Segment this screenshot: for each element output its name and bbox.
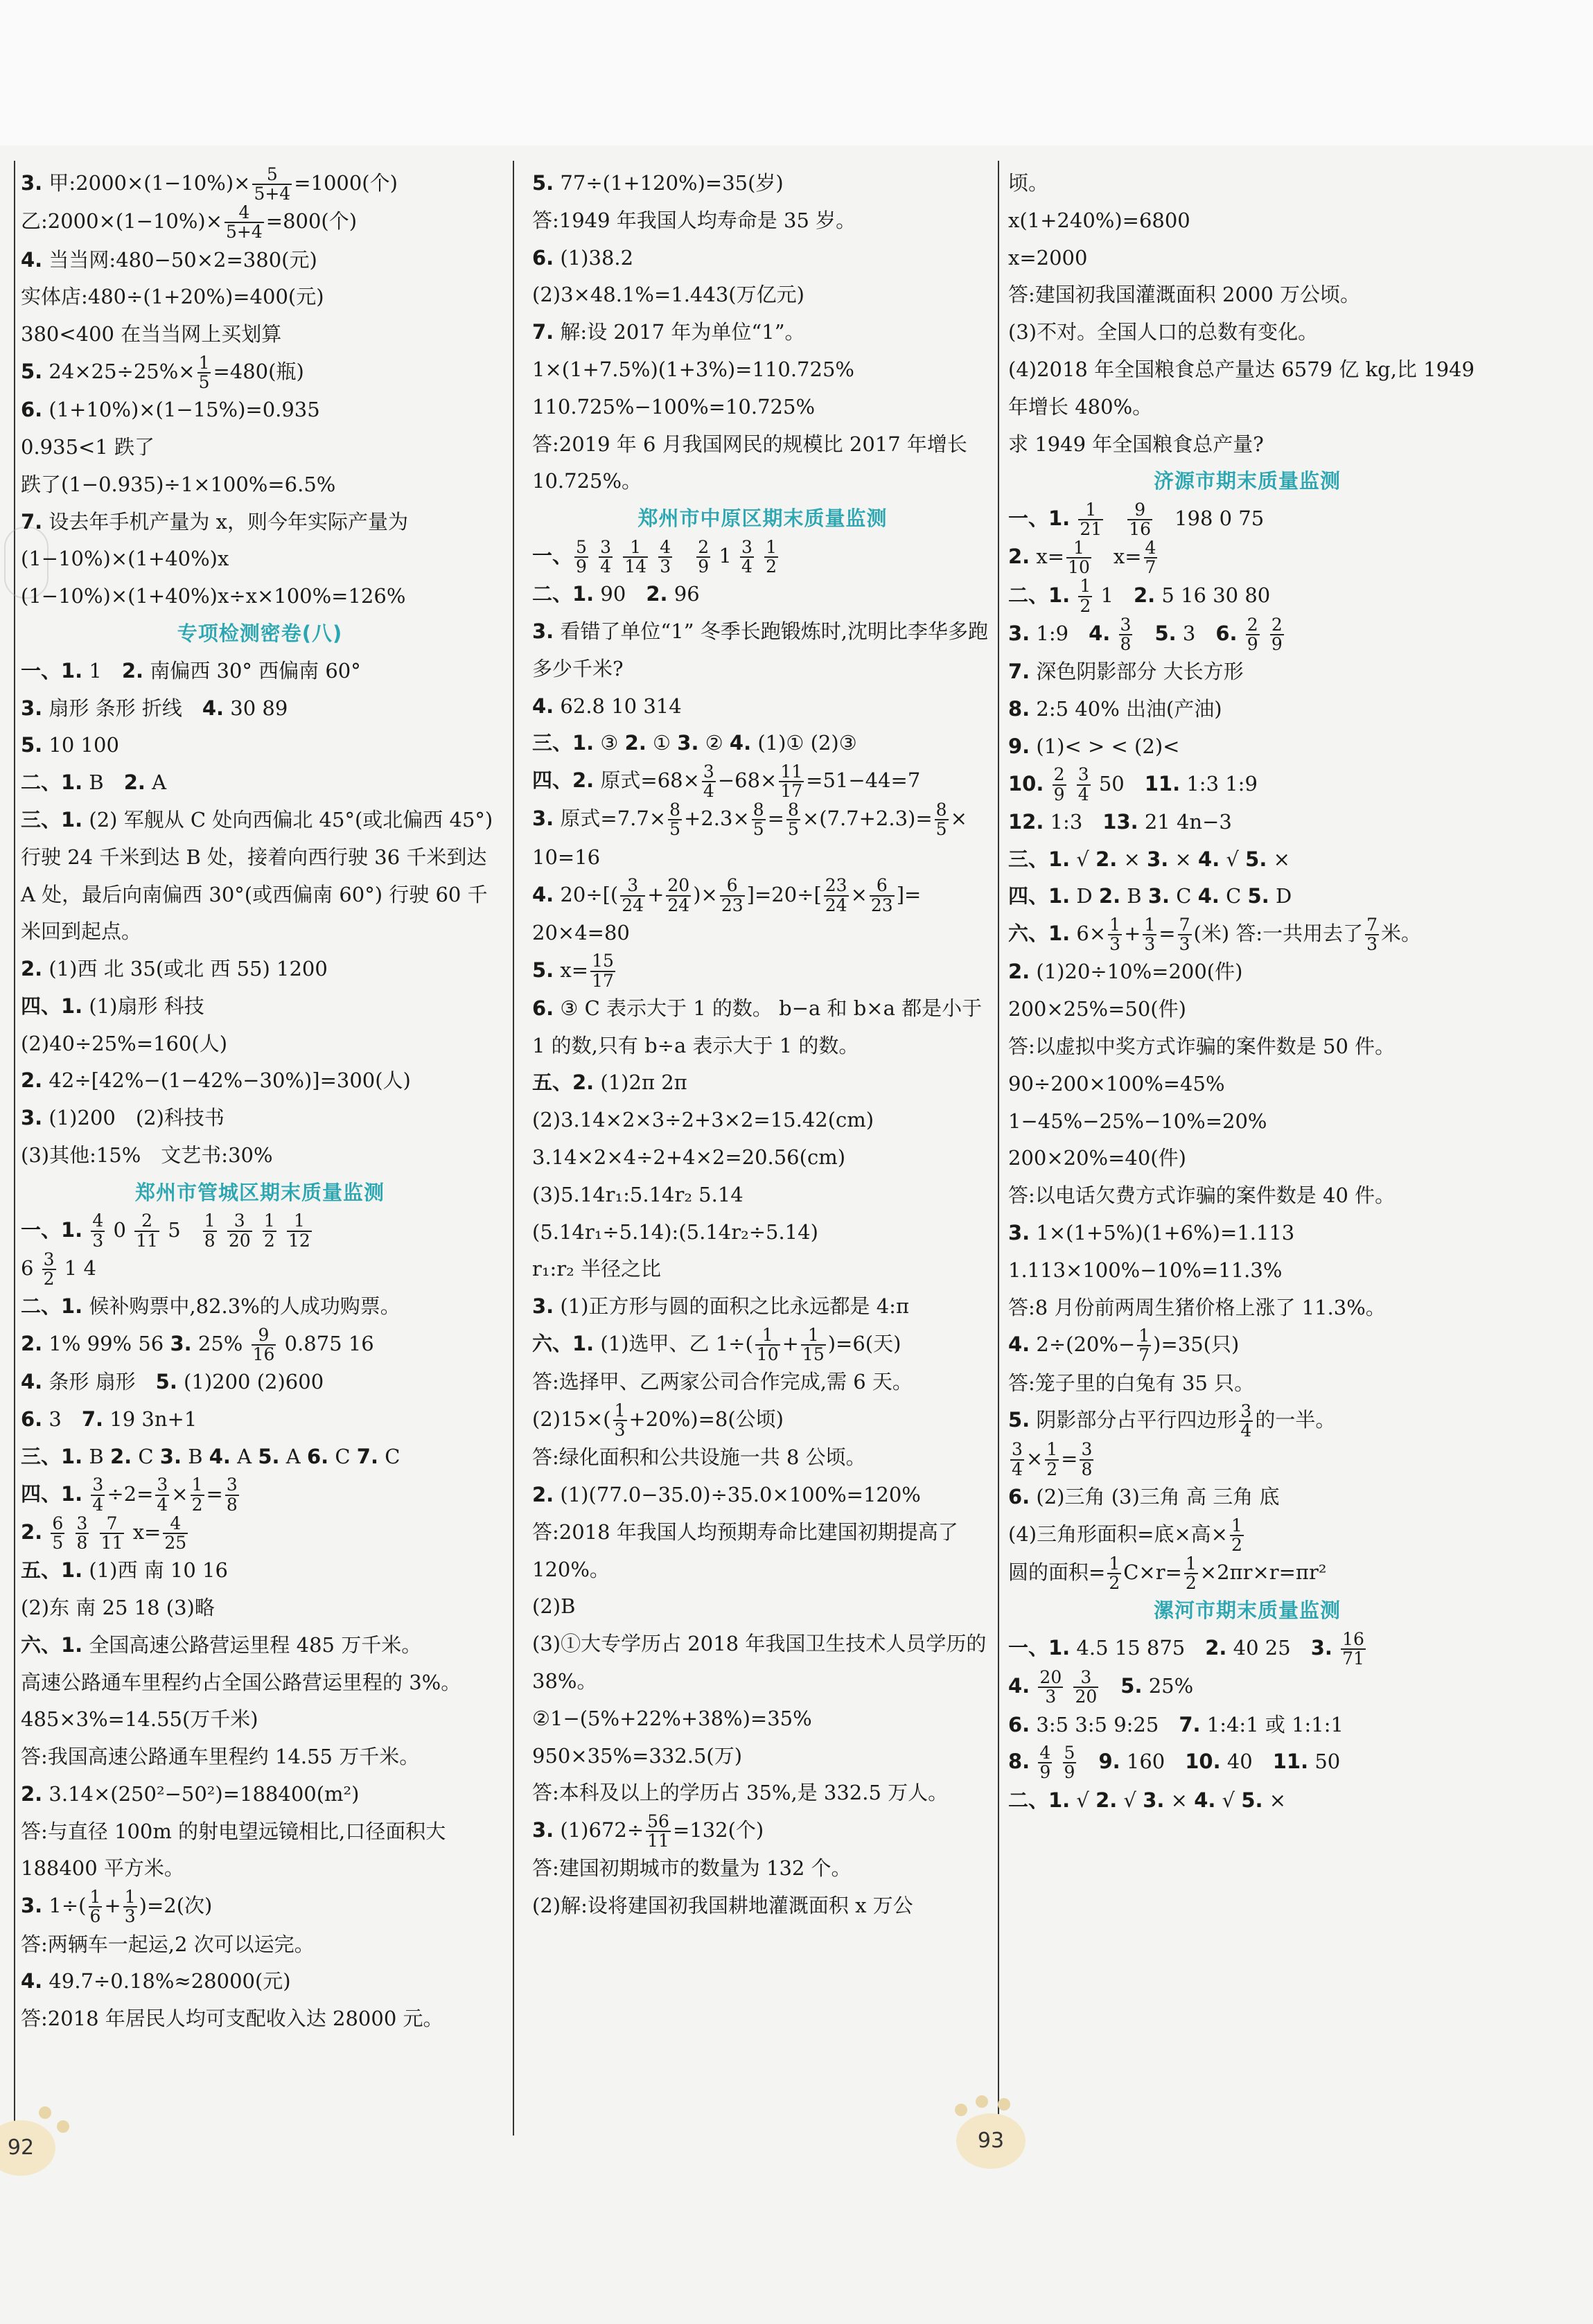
column-rule-right <box>998 161 999 2136</box>
fraction: $\frac{11}{17}$ <box>780 761 803 802</box>
answer-column-1 <box>21 165 499 2038</box>
fraction: $\frac{3}{8}$ <box>1081 1439 1093 1479</box>
fraction: $\frac{3}{2}$ <box>43 1249 55 1289</box>
answer-line: (3)5.14r₁:5.14r₂ 5.14 <box>532 1182 743 1206</box>
column-rule-middle <box>513 161 514 2136</box>
fraction: $\frac{1}{12}$ <box>288 1211 310 1251</box>
answer-line: 2. $\frac{6}{5}$ $\frac{3}{8}$ $\frac{7}{11}$ x= $\frac{4}{25}$ <box>21 1513 187 1553</box>
answer-line: 12. 1:3 13. 21 4n−3 <box>1008 809 1232 834</box>
answer-line: 6. ③ C 表示大于 1 的数。 b−a 和 b×a 都是小于 1 的数,只有 b÷a 表示大于 1 的数。 <box>532 996 983 1057</box>
answer-line: 2. 1% 99% 56 3. 25% $\frac{9}{16}$ 0.875 16 <box>21 1324 374 1364</box>
answer-line: 3. (1)200 (2)科技书 <box>21 1106 225 1130</box>
fraction: $\frac{2}{9}$ <box>1053 764 1065 804</box>
answer-line: 8. $\frac{4}{9}$ $\frac{5}{9}$ 9. 160 10. 40 11. 50 <box>1008 1743 1341 1783</box>
fraction: $\frac{1}{3}$ <box>614 1400 626 1441</box>
answer-line: 6 $\frac{3}{2}$ 1 4 <box>21 1249 96 1289</box>
answer-line: 四、1. $\frac{3}{4}$ ÷2= $\frac{3}{4}$ × $\frac{1}{2}$ = $\frac{3}{8}$ <box>21 1474 238 1515</box>
fraction: $\frac{1}{2}$ <box>1231 1515 1242 1555</box>
answer-line: 5. x= $\frac{15}{17}$ <box>532 951 614 991</box>
fraction: $\frac{3}{20}$ <box>1075 1667 1098 1707</box>
answer-line: 20×4=80 <box>532 920 630 944</box>
fraction: $\frac{9}{16}$ <box>252 1324 275 1364</box>
answer-line: 3. 原式=7.7× $\frac{8}{5}$ +2.3× $\frac{8}{5}$ = $\frac{8}{5}$ ×(7.7+2.3)= $\frac{8}{5}$ × <box>532 800 967 840</box>
answer-line: (2)东 南 25 18 (3)略 <box>21 1595 215 1619</box>
answer-line: ②1−(5%+22%+38%)=35% <box>532 1706 812 1730</box>
answer-line: 5. 77÷(1+120%)=35(岁) <box>532 171 784 195</box>
answer-line: 7. 深色阴影部分 大长方形 <box>1008 660 1244 684</box>
answer-line: 3. 甲:2000×(1−10%)× $\frac{5}{5+4}$ =1000(个) <box>21 164 398 204</box>
fraction: $\frac{2}{11}$ <box>136 1211 159 1251</box>
answer-line: 10. $\frac{2}{9}$ $\frac{3}{4}$ 50 11. 1:3 1:9 <box>1008 764 1258 804</box>
page-number-left: 92 <box>0 2120 55 2176</box>
answer-line: 答:绿化面积和公共设施一共 8 公顷。 <box>532 1445 866 1470</box>
fraction: $\frac{4}{25}$ <box>164 1513 187 1553</box>
answer-line: 2. (1)20÷10%=200(件) <box>1008 960 1243 984</box>
answer-column-2 <box>532 165 993 1925</box>
answer-line: 2. (1)(77.0−35.0)÷35.0×100%=120% <box>532 1483 921 1507</box>
answer-line: (2)3×48.1%=1.443(万亿元) <box>532 283 804 307</box>
answer-line: 4. $\frac{20}{3}$ $\frac{3}{20}$ 5. 25% <box>1008 1667 1194 1707</box>
answer-line: 5. 10 100 <box>21 733 119 757</box>
answer-line: 乙:2000×(1−10%)× $\frac{4}{5+4}$ =800(个) <box>21 202 358 243</box>
answer-line: 6. (1)38.2 <box>532 245 634 270</box>
answer-line: (1−10%)×(1+40%)x÷x×100%=126% <box>21 584 406 608</box>
answer-line: (2)15×( $\frac{1}{3}$ +20%)=8(公顷) <box>532 1400 784 1441</box>
answer-line: 答:以电话欠费方式诈骗的案件数是 40 件。 <box>1008 1183 1396 1208</box>
answer-line: 9. (1)< > < (2)< <box>1008 734 1180 758</box>
answer-line: 答:选择甲、乙两家公司合作完成,需 6 天。 <box>532 1370 913 1394</box>
answer-line: 4. 62.8 10 314 <box>532 694 682 718</box>
answer-line: 7. 设去年手机产量为 x，则今年实际产量为 <box>21 509 408 534</box>
section-heading: 济源市期末质量监测 <box>1153 469 1341 493</box>
fraction: $\frac{3}{4}$ <box>741 536 753 576</box>
answer-line: x(1+240%)=6800 <box>1008 208 1190 232</box>
fraction: $\frac{3}{4}$ <box>1077 764 1089 804</box>
answer-line: (4)2018 年全国粮食总产量达 6579 亿 kg,比 1949 年增长 480%。 <box>1008 357 1475 419</box>
fraction: $\frac{7}{11}$ <box>100 1513 123 1553</box>
answer-line: 六、1. (1)选甲、乙 1÷( $\frac{1}{10}$ + $\frac{1}{15}$ )=6(天) <box>532 1324 901 1364</box>
answer-line: (5.14r₁÷5.14):(5.14r₂÷5.14) <box>532 1220 818 1244</box>
answer-line: 答:2018 年我国人均预期寿命比建国初期提高了 120%。 <box>532 1520 958 1581</box>
answer-line: 一、 $\frac{5}{9}$ $\frac{3}{4}$ $\frac{1}{14}$ $\frac{4}{3}$ $\frac{2}{9}$ 1 $\frac{3}{4}$ $\frac{1}{2}$ <box>532 536 777 576</box>
fraction: $\frac{1}{14}$ <box>624 536 647 576</box>
fraction: $\frac{5}{5+4}$ <box>254 164 291 204</box>
answer-line: 485×3%=14.55(万千米) <box>21 1707 258 1732</box>
answer-line: 0.935<1 跌了 <box>21 434 155 459</box>
fraction: $\frac{1}{21}$ <box>1080 499 1102 540</box>
page-number-right: 93 <box>956 2113 1026 2169</box>
answer-line: 二、1. √ 2. √ 3. × 4. √ 5. × <box>1008 1788 1287 1812</box>
answer-line: 二、1. 候补购票中,82.3%的人成功购票。 <box>21 1294 401 1319</box>
fraction: $\frac{3}{24}$ <box>622 875 644 915</box>
answer-line: 求 1949 年全国粮食总产量? <box>1008 432 1264 456</box>
answer-line: 4. 条形 扇形 5. (1)200 (2)600 <box>21 1370 324 1394</box>
fraction: $\frac{1}{15}$ <box>802 1324 825 1364</box>
fraction: $\frac{1}{2}$ <box>263 1211 275 1251</box>
fraction: $\frac{9}{16}$ <box>1129 499 1152 540</box>
fraction: $\frac{2}{9}$ <box>1247 614 1258 654</box>
fraction: $\frac{4}{3}$ <box>660 536 671 576</box>
fraction: $\frac{1}{2}$ <box>1109 1553 1120 1594</box>
paw-decoration <box>57 2120 69 2133</box>
answer-line: 答:两辆车一起运,2 次可以运完。 <box>21 1932 315 1956</box>
fraction: $\frac{5}{9}$ <box>1064 1743 1075 1783</box>
answer-line: 1.113×100%−10%=11.3% <box>1008 1258 1283 1282</box>
answer-line: (3)①大专学历占 2018 年我国卫生技术人员学历的 38%。 <box>532 1632 987 1693</box>
answer-line: 3.14×2×4÷2+4×2=20.56(cm) <box>532 1145 846 1169</box>
fraction: $\frac{6}{23}$ <box>721 875 743 915</box>
answer-line: (2)B <box>532 1594 576 1619</box>
fraction: $\frac{4}{9}$ <box>1039 1743 1051 1783</box>
answer-line: 一、1. 4.5 15 875 2. 40 25 3. $\frac{16}{71}$ <box>1008 1628 1364 1669</box>
answer-line: 110.725%−100%=10.725% <box>532 394 816 419</box>
answer-line: 4. 2÷(20%− $\frac{1}{7}$ )=35(只) <box>1008 1326 1240 1366</box>
answer-line: 五、2. (1)2π 2π <box>532 1071 687 1095</box>
fraction: $\frac{3}{4}$ <box>1012 1439 1023 1479</box>
fraction: $\frac{3}{4}$ <box>703 761 714 802</box>
fraction: $\frac{7}{3}$ <box>1179 914 1190 955</box>
answer-line: r₁:r₂ 半径之比 <box>532 1257 661 1281</box>
answer-line: 2. 3.14×(250²−50²)=188400(m²) <box>21 1781 360 1806</box>
answer-line: 答:建国初我国灌溉面积 2000 万公顷。 <box>1008 283 1361 307</box>
fraction: $\frac{7}{3}$ <box>1366 914 1378 955</box>
fraction: $\frac{5}{9}$ <box>576 536 587 576</box>
fraction: $\frac{3}{8}$ <box>226 1474 238 1515</box>
fraction: $\frac{1}{5}$ <box>198 352 210 392</box>
answer-line: 答:本科及以上的学历占 35%,是 332.5 万人。 <box>532 1781 949 1805</box>
answer-line: 四、1. (1)扇形 科技 <box>21 994 204 1018</box>
fraction: $\frac{1}{2}$ <box>191 1474 203 1515</box>
fraction: $\frac{3}{4}$ <box>157 1474 168 1515</box>
fraction: $\frac{6}{5}$ <box>52 1513 64 1553</box>
section-heading: 郑州市中原区期末质量监测 <box>637 507 888 531</box>
answer-line: 1×(1+7.5%)(1+3%)=110.725% <box>532 357 854 381</box>
answer-line: (1−10%)×(1+40%)x <box>21 547 229 571</box>
answer-line: 一、1. $\frac{1}{21}$ $\frac{9}{16}$ 198 0 75 <box>1008 499 1265 540</box>
answer-line: 三、1. B 2. C 3. B 4. A 5. A 6. C 7. C <box>21 1444 401 1468</box>
answer-line: 六、1. 全国高速公路营运里程 485 万千米。 <box>21 1632 422 1657</box>
answer-line: 答:与直径 100m 的射电望远镜相比,口径面积大 188400 平方米。 <box>21 1819 446 1881</box>
answer-line: 3. 扇形 条形 折线 4. 30 89 <box>21 696 288 720</box>
paw-decoration <box>976 2095 988 2108</box>
fraction: $\frac{1}{2}$ <box>766 536 777 576</box>
answer-line: 6. (1+10%)×(1−15%)=0.935 <box>21 398 320 422</box>
answer-line: 4. 当当网:480−50×2=380(元) <box>21 247 317 272</box>
answer-line: 380<400 在当当网上买划算 <box>21 322 282 346</box>
answer-line: 2. x= $\frac{1}{10}$ x= $\frac{4}{7}$ <box>1008 538 1156 578</box>
answer-line: 跌了(1−0.935)÷1×100%=6.5% <box>21 472 336 496</box>
answer-line: 实体店:480÷(1+20%)=400(元) <box>21 285 324 309</box>
fraction: $\frac{1}{7}$ <box>1138 1326 1150 1366</box>
answer-line: 3. (1)672÷ $\frac{56}{11}$ =132(个) <box>532 1811 764 1851</box>
answer-line: 90÷200×100%=45% <box>1008 1071 1225 1095</box>
answer-line: (2)40÷25%=160(人) <box>21 1031 228 1055</box>
answer-line: 200×25%=50(件) <box>1008 997 1186 1021</box>
fraction: $\frac{1}{2}$ <box>1185 1553 1197 1594</box>
answer-line: 二、1. $\frac{1}{2}$ 1 2. 5 16 30 80 <box>1008 576 1271 616</box>
section-heading: 专项检测密卷(八) <box>177 621 343 645</box>
answer-line: 950×35%=332.5(万) <box>532 1743 743 1768</box>
fraction: $\frac{1}{2}$ <box>1046 1439 1058 1479</box>
answer-line: 顷。 <box>1008 171 1049 195</box>
answer-line: (2)解:设将建国初我国耕地灌溉面积 x 万公 <box>532 1894 913 1918</box>
answer-line: 8. 2:5 40% 出油(产油) <box>1008 696 1222 721</box>
section-heading: 漯河市期末质量监测 <box>1153 1599 1341 1623</box>
fraction: $\frac{3}{20}$ <box>228 1211 251 1251</box>
answer-line: 三、1. ③ 2. ① 3. ② 4. (1)① (2)③ <box>532 731 857 755</box>
answer-line: 5. 24×25÷25%× $\frac{1}{5}$ =480(瓶) <box>21 352 304 392</box>
answer-line: 4. 49.7÷0.18%≈28000(元) <box>21 1969 291 1993</box>
answer-line: (2)3.14×2×3÷2+3×2=15.42(cm) <box>532 1108 874 1132</box>
answer-line: 二、1. B 2. A <box>21 771 167 795</box>
answer-line: x=2000 <box>1008 245 1088 270</box>
fraction: $\frac{1}{10}$ <box>756 1324 779 1364</box>
fraction: $\frac{2}{9}$ <box>698 536 710 576</box>
fraction: $\frac{23}{24}$ <box>825 875 847 915</box>
fraction: $\frac{20}{3}$ <box>1039 1667 1062 1707</box>
answer-line: 高速公路通车里程约占全国公路营运里程的 3%。 <box>21 1670 461 1694</box>
answer-line: 答:1949 年我国人均寿命是 35 岁。 <box>532 208 856 232</box>
answer-line: 三、1. (2) 军舰从 C 处向西偏北 45°(或北偏西 45°) 行驶 24 千米到达 B 处，接着向西行驶 36 千米到达 A 处，最后向南偏西 30°(或西偏南 60°) 行驶 60 千米回到起点。 <box>21 807 493 944</box>
fraction: $\frac{3}{4}$ <box>92 1474 104 1515</box>
answer-line: (3)不对。全国人口的总数有变化。 <box>1008 320 1319 344</box>
fraction: $\frac{1}{6}$ <box>89 1887 101 1927</box>
answer-line: (3)其他:15% 文艺书:30% <box>21 1143 273 1168</box>
column-rule-left <box>14 161 15 2136</box>
fraction: $\frac{4}{3}$ <box>92 1211 104 1251</box>
paw-decoration <box>998 2098 1010 2111</box>
fraction: $\frac{1}{10}$ <box>1068 538 1090 578</box>
fraction: $\frac{3}{4}$ <box>1240 1401 1252 1441</box>
answer-line: 7. 解:设 2017 年为单位“1”。 <box>532 320 805 344</box>
answer-line: 答:2019 年 6 月我国网民的规模比 2017 年增长 10.725%。 <box>532 432 967 493</box>
answer-line: 一、1. $\frac{4}{3}$ 0 $\frac{2}{11}$ 5 $\frac{1}{8}$ $\frac{3}{20}$ $\frac{1}{2}$ $\frac{1}{12}$ <box>21 1211 310 1251</box>
answer-line: 5. 阴影部分占平行四边形 $\frac{3}{4}$ 的一半。 <box>1008 1401 1336 1441</box>
section-heading: 郑州市管城区期末质量监测 <box>134 1180 385 1204</box>
answer-line: 4. 20÷[( $\frac{3}{24}$ + $\frac{20}{24}$ )× $\frac{6}{23}$ ]=20÷[ $\frac{23}{24}$ × $\frac{6}{23}$ ]= <box>532 875 922 915</box>
fraction: $\frac{3}{8}$ <box>1120 614 1132 654</box>
answer-line: 6. 3 7. 19 3n+1 <box>21 1407 197 1432</box>
answer-line: 10=16 <box>532 845 601 869</box>
answer-line: 四、2. 原式=68× $\frac{3}{4}$ −68× $\frac{11}{17}$ =51−44=7 <box>532 761 921 802</box>
fraction: $\frac{3}{4}$ <box>600 536 612 576</box>
answer-line: 6. (2)三角 (3)三角 高 三角 底 <box>1008 1484 1280 1508</box>
answer-line: $\frac{3}{4}$ × $\frac{1}{2}$ = $\frac{3}{8}$ <box>1012 1439 1093 1479</box>
page-top-margin <box>0 0 1593 146</box>
answer-line: 200×20%=40(件) <box>1008 1146 1186 1170</box>
fraction: $\frac{1}{8}$ <box>204 1211 215 1251</box>
answer-line: 答:我国高速公路通车里程约 14.55 万千米。 <box>21 1745 420 1769</box>
fraction: $\frac{15}{17}$ <box>592 951 614 991</box>
fraction: $\frac{6}{23}$ <box>870 875 893 915</box>
answer-line: 二、1. 90 2. 96 <box>532 582 700 606</box>
answer-line: 答:建国初期城市的数量为 132 个。 <box>532 1856 852 1881</box>
fraction: $\frac{8}{5}$ <box>935 800 947 840</box>
fraction: $\frac{56}{11}$ <box>647 1811 669 1851</box>
answer-line: (4)三角形面积=底×高× $\frac{1}{2}$ <box>1008 1515 1242 1555</box>
answer-line: 答:以虚拟中奖方式诈骗的案件数是 50 件。 <box>1008 1035 1396 1059</box>
answer-line: 2. (1)西 北 35(或北 西 55) 1200 <box>21 957 328 981</box>
fraction: $\frac{1}{3}$ <box>1109 914 1121 955</box>
fraction: $\frac{16}{71}$ <box>1342 1628 1364 1669</box>
answer-line: 6. 3:5 3:5 9:25 7. 1:4:1 或 1:1:1 <box>1008 1712 1344 1736</box>
fraction: $\frac{2}{9}$ <box>1271 614 1283 654</box>
answer-line: 一、1. 1 2. 南偏西 30° 西偏南 60° <box>21 658 361 683</box>
answer-line: 五、1. (1)西 南 10 16 <box>21 1558 228 1583</box>
fraction: $\frac{1}{3}$ <box>1144 914 1156 955</box>
fraction: $\frac{8}{5}$ <box>669 800 681 840</box>
fraction: $\frac{20}{24}$ <box>667 875 690 915</box>
fraction: $\frac{3}{8}$ <box>76 1513 88 1553</box>
answer-line: 3. 1÷( $\frac{1}{6}$ + $\frac{1}{3}$ )=2(次) <box>21 1887 213 1927</box>
answer-line: 答:笼子里的白兔有 35 只。 <box>1008 1371 1255 1395</box>
fraction: $\frac{1}{3}$ <box>124 1887 136 1927</box>
fraction: $\frac{1}{2}$ <box>1080 576 1091 616</box>
fraction: $\frac{8}{5}$ <box>787 800 799 840</box>
answer-line: 3. 1:9 4. $\frac{3}{8}$ 5. 3 6. $\frac{2}{9}$ $\frac{2}{9}$ <box>1008 614 1283 654</box>
fraction: $\frac{4}{7}$ <box>1145 538 1156 578</box>
paw-decoration <box>39 2106 51 2119</box>
answer-line: 三、1. √ 2. × 3. × 4. √ 5. × <box>1008 847 1290 871</box>
fraction: $\frac{4}{5+4}$ <box>226 202 263 243</box>
paw-decoration <box>955 2104 967 2116</box>
answer-line: 3. (1)正方形与圆的面积之比永远都是 4:π <box>532 1294 909 1319</box>
answer-line: 答:2018 年居民人均可支配收入达 28000 元。 <box>21 2007 443 2031</box>
answer-line: 四、1. D 2. B 3. C 4. C 5. D <box>1008 884 1292 908</box>
answer-line: 3. 1×(1+5%)(1+6%)=1.113 <box>1008 1221 1295 1245</box>
answer-line: 3. 看错了单位“1” 冬季长跑锻炼时,沈明比李华多跑多少千米? <box>532 619 988 680</box>
answer-line: 1−45%−25%−10%=20% <box>1008 1109 1267 1133</box>
answer-line: 答:8 月份前两周生猪价格上涨了 11.3%。 <box>1008 1295 1386 1319</box>
answer-line: 六、1. 6× $\frac{1}{3}$ + $\frac{1}{3}$ = $\frac{7}{3}$ (米) 答:一共用去了 $\frac{7}{3}$ 米。 <box>1008 914 1422 955</box>
answer-line: 圆的面积= $\frac{1}{2}$ C×r= $\frac{1}{2}$ ×2πr×r=πr² <box>1008 1553 1327 1594</box>
fraction: $\frac{8}{5}$ <box>753 800 764 840</box>
answer-column-3 <box>1008 165 1486 1819</box>
answer-line: 2. 42÷[42%−(1−42%−30%)]=300(人) <box>21 1068 411 1093</box>
